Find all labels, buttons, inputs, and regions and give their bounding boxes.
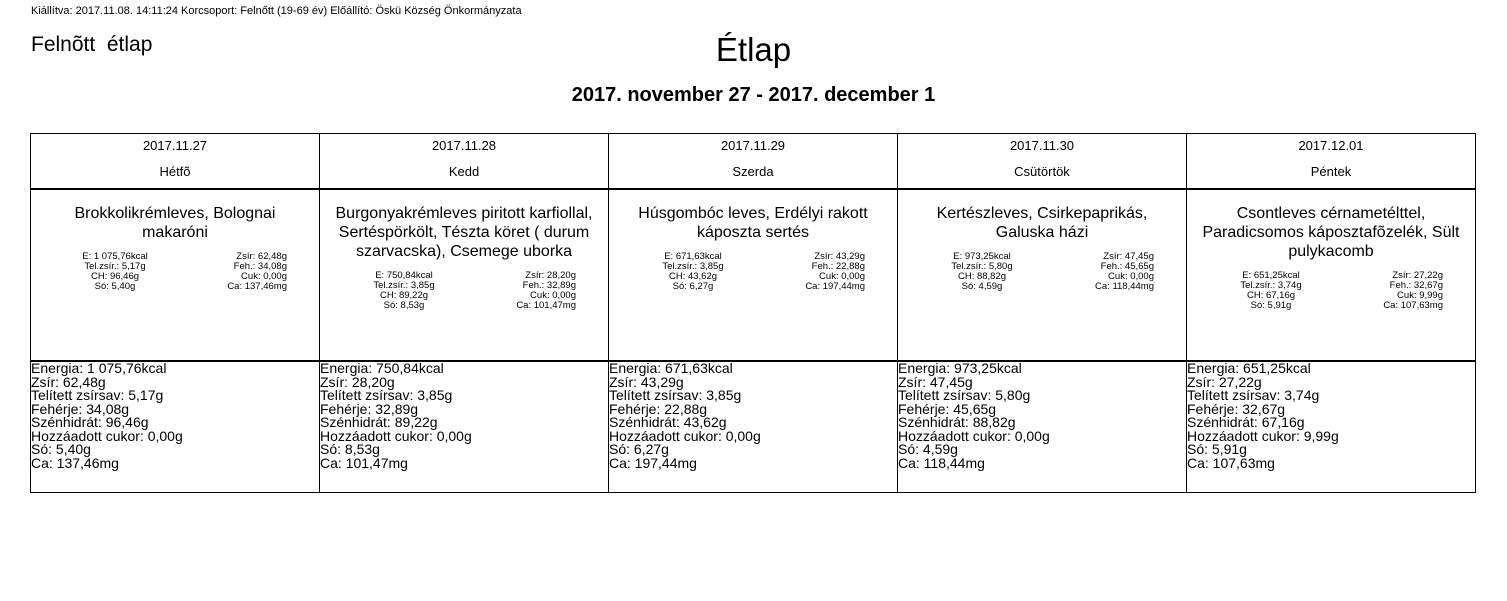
nutrient-line: Ca: 101,47mg	[320, 454, 408, 471]
nutrient-line: Ca: 197,44mg	[609, 454, 697, 471]
nutrient-line: Só: 5,91g	[1187, 441, 1247, 457]
day-name: Csütörtök	[1014, 164, 1070, 179]
page-title: Étlap	[715, 31, 792, 68]
mini-value: Zsír: 62,48g	[236, 251, 287, 262]
mini-value: CH: 89,22g	[379, 290, 429, 301]
nutrient-line: Hozzáadott cukor: 0,00g	[320, 427, 472, 444]
day-name: Szerda	[732, 164, 774, 179]
dish-row	[31, 189, 1476, 361]
nutrient-line: Hozzáadott cukor: 0,00g	[609, 427, 761, 444]
mini-value: Cuk: 0,00g	[241, 271, 287, 282]
mini-value: Feh.: 32,89g	[522, 280, 576, 291]
nutrient-line: Energia: 651,25kcal	[1187, 360, 1311, 376]
mini-nutrition	[55, 252, 295, 292]
mini-value: Zsír: 28,20g	[525, 270, 576, 281]
nutrient-line: Fehérje: 34,08g	[31, 400, 130, 417]
day-date: 2017.12.01	[1298, 138, 1364, 153]
day-header-cell	[609, 134, 898, 190]
mini-value: CH: 67,16g	[1246, 290, 1296, 301]
mini-value: CH: 88,82g	[957, 271, 1007, 282]
day-date: 2017.11.30	[1009, 138, 1075, 153]
mini-nutrition	[1211, 271, 1451, 311]
day-name: Hétfõ	[159, 164, 191, 179]
print-meta: Kiállítva: 2017.11.08. 14:11:24 Korcsoport: Felnőtt (19-69 év) Előállító: Öskü Község Önkormányzata	[31, 5, 522, 17]
mini-value: Cuk: 0,00g	[1108, 271, 1154, 282]
mini-value: Ca: 197,44mg	[805, 281, 865, 292]
nutrient-line: Energia: 750,84kcal	[320, 360, 444, 376]
dish-name: Húsgombóc leves, Erdélyi rakott káposzta sertés	[638, 205, 868, 241]
dish-name: Burgonyakrémleves piritott karfiollal, Sertéspörkölt, Tészta köret ( durum szarvacska), Csemege uborka	[335, 205, 593, 260]
nutrition-cell	[320, 361, 609, 493]
nutrient-line: Só: 6,27g	[609, 441, 669, 457]
nutrient-line: Energia: 973,25kcal	[898, 360, 1022, 376]
dish-name: Csontleves cérnametélttel, Paradicsomos káposztafõzelék, Sült pulykacomb	[1202, 205, 1460, 260]
nutrient-line: Energia: 671,63kcal	[609, 360, 733, 376]
day-date: 2017.11.28	[431, 138, 497, 153]
day-date: 2017.11.29	[720, 138, 786, 153]
dish-cell	[320, 189, 609, 361]
mini-value: Só: 5,40g	[94, 281, 136, 292]
nutrient-line: Ca: 118,44mg	[898, 454, 985, 471]
mini-value: CH: 43,62g	[668, 271, 718, 282]
nutrition-row	[31, 361, 1476, 493]
mini-value: Só: 4,59g	[961, 281, 1003, 292]
nutrient-line: Zsír: 28,20g	[320, 373, 395, 390]
mini-nutrition	[633, 252, 873, 292]
nutrient-line: Telített zsírsav: 3,85g	[609, 387, 742, 403]
nutrient-line: Telített zsírsav: 5,80g	[898, 387, 1031, 403]
day-header-cell	[898, 134, 1187, 190]
nutrient-line: Só: 5,40g	[31, 441, 91, 457]
mini-value: E: 651,25kcal	[1242, 270, 1300, 281]
mini-value: Cuk: 0,00g	[530, 290, 576, 301]
nutrient-line: Hozzáadott cukor: 9,99g	[1187, 427, 1339, 444]
mini-value: Feh.: 22,88g	[811, 261, 865, 272]
mini-value: Feh.: 32,67g	[1389, 280, 1443, 291]
mini-value: E: 671,63kcal	[664, 251, 722, 262]
day-date: 2017.11.27	[142, 138, 208, 153]
mini-value: Ca: 137,46mg	[227, 281, 287, 292]
weekly-menu-table	[30, 133, 1476, 493]
nutrient-line: Szénhidrát: 96,46g	[31, 414, 149, 430]
nutrient-line: Szénhidrát: 88,82g	[898, 414, 1016, 430]
nutrient-line: Hozzáadott cukor: 0,00g	[31, 427, 183, 444]
nutrient-line: Telített zsírsav: 3,85g	[320, 387, 453, 403]
mini-value: Feh.: 45,65g	[1100, 261, 1154, 272]
nutrient-line: Ca: 137,46mg	[31, 454, 119, 471]
nutrient-line: Zsír: 43,29g	[609, 373, 684, 390]
nutrition-cell	[31, 361, 320, 493]
day-header-cell	[320, 134, 609, 190]
nutrient-line: Fehérje: 32,67g	[1187, 400, 1286, 417]
mini-value: CH: 96,46g	[90, 271, 140, 282]
mini-value: Só: 5,91g	[1250, 300, 1292, 311]
mini-value: Tel.zsír.: 3,74g	[1240, 280, 1302, 291]
dish-cell	[898, 189, 1187, 361]
menu-type-label: Felnõtt étlap	[31, 33, 153, 56]
mini-value: Só: 8,53g	[383, 300, 425, 311]
mini-value: Cuk: 9,99g	[1397, 290, 1443, 301]
mini-value: Tel.zsír.: 5,17g	[84, 261, 146, 272]
dish-cell	[31, 189, 320, 361]
nutrient-line: Só: 8,53g	[320, 441, 380, 457]
nutrient-line: Zsír: 27,22g	[1187, 373, 1262, 390]
nutrient-line: Fehérje: 45,65g	[898, 400, 997, 417]
day-name: Péntek	[1310, 164, 1352, 179]
date-range: 2017. november 27 - 2017. december 1	[571, 84, 936, 106]
nutrient-line: Ca: 107,63mg	[1187, 454, 1275, 471]
nutrient-line: Só: 4,59g	[898, 441, 958, 457]
mini-value: E: 973,25kcal	[953, 251, 1011, 262]
dish-name: Brokkolikrémleves, Bolognai makaróni	[74, 205, 276, 241]
mini-value: Ca: 118,44mg	[1095, 281, 1154, 292]
mini-nutrition	[922, 252, 1162, 292]
dish-cell	[1187, 189, 1476, 361]
mini-value: Tel.zsír.: 5,80g	[951, 261, 1013, 272]
mini-value: Zsír: 47,45g	[1103, 251, 1154, 262]
mini-value: Feh.: 34,08g	[233, 261, 287, 272]
nutrient-line: Telített zsírsav: 5,17g	[31, 387, 164, 403]
nutrition-cell	[609, 361, 898, 493]
mini-value: Só: 6,27g	[672, 281, 714, 292]
nutrition-cell	[1187, 361, 1476, 493]
nutrient-line: Fehérje: 22,88g	[609, 400, 708, 417]
day-name: Kedd	[448, 164, 480, 179]
mini-value: E: 1 075,76kcal	[82, 251, 148, 262]
nutrient-line: Zsír: 47,45g	[898, 373, 973, 390]
nutrient-line: Szénhidrát: 67,16g	[1187, 414, 1305, 430]
mini-value: Ca: 101,47mg	[516, 300, 576, 311]
nutrient-line: Hozzáadott cukor: 0,00g	[898, 427, 1050, 444]
nutrient-line: Szénhidrát: 89,22g	[320, 414, 438, 430]
dish-name: Kertészleves, Csirkepaprikás, Galuska házi	[936, 205, 1148, 241]
mini-value: Cuk: 0,00g	[819, 271, 865, 282]
dish-cell	[609, 189, 898, 361]
mini-value: Tel.zsír.: 3,85g	[662, 261, 724, 272]
day-header-cell	[1187, 134, 1476, 190]
mini-value: E: 750,84kcal	[375, 270, 433, 281]
nutrient-line: Telített zsírsav: 3,74g	[1187, 387, 1320, 403]
nutrient-line: Fehérje: 32,89g	[320, 400, 419, 417]
mini-value: Tel.zsír.: 3,85g	[373, 280, 435, 291]
nutrient-line: Zsír: 62,48g	[31, 373, 106, 390]
mini-value: Zsír: 27,22g	[1392, 270, 1443, 281]
day-header-cell	[31, 134, 320, 190]
day-header-row	[31, 134, 1476, 190]
mini-value: Ca: 107,63mg	[1383, 300, 1443, 311]
nutrient-line: Szénhidrát: 43,62g	[609, 414, 727, 430]
mini-nutrition	[344, 271, 584, 311]
nutrient-line: Energia: 1 075,76kcal	[31, 360, 167, 376]
nutrition-cell	[898, 361, 1187, 493]
mini-value: Zsír: 43,29g	[814, 251, 865, 262]
